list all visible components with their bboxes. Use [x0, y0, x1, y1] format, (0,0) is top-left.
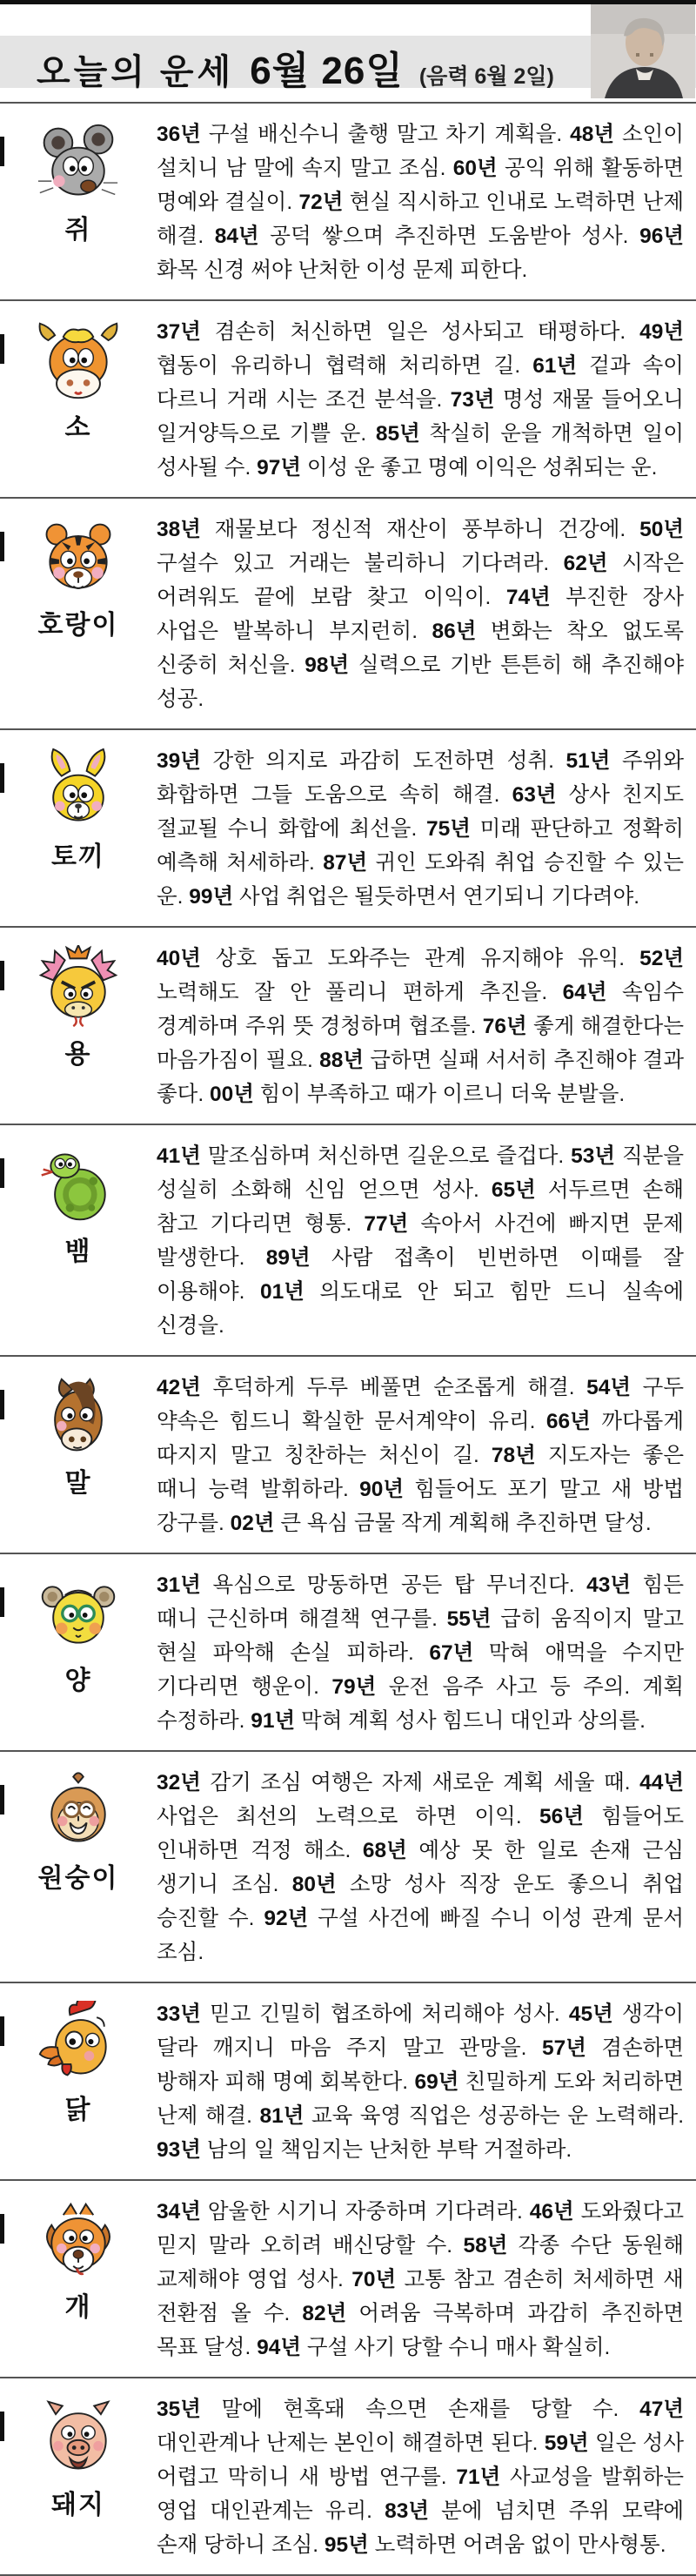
birth-year: 49년: [639, 320, 684, 344]
birth-year: 74년: [505, 586, 551, 609]
zodiac-section: [0, 104, 696, 301]
birth-year: 90년: [359, 1478, 405, 1501]
fortune-text: 38년 재물보다 정신적 재산이 풍부하니 건강에. 50년 구설수 있고 거래는 불리하니 기다려라. 62년 시작은 어려워도 끝에 보람 찾고 이익이. 74년 부진한 장사 사업은 발복하니 부지런히. 86년 변화는 착오 없도록 신중히 처신을. 98년 실력으로 기반 튼튼히 해 추진해야 성공.: [157, 518, 684, 711]
zodiac-section: [0, 1125, 696, 1357]
zodiac-section: [0, 2181, 696, 2378]
birth-year: 73년: [450, 388, 495, 412]
zodiac-id-column: [0, 2392, 157, 2521]
zodiac-label: 소: [64, 413, 92, 442]
zodiac-section: [0, 1554, 696, 1752]
birth-year: 57년: [541, 2036, 586, 2060]
birth-year: 67년: [429, 1641, 474, 1665]
zodiac-section: [0, 301, 696, 499]
zodiac-label: 호랑이: [37, 611, 119, 640]
zodiac-id-column: [0, 1139, 157, 1268]
zodiac-label: 쥐: [64, 216, 92, 245]
birth-year: 40년: [157, 947, 201, 970]
birth-year: 38년: [157, 518, 201, 541]
birth-year: 56년: [539, 1805, 584, 1828]
birth-year: 76년: [482, 1015, 527, 1038]
birth-year: 36년: [157, 123, 201, 146]
birth-year: 89년: [265, 1246, 311, 1270]
birth-year: 79년: [331, 1675, 377, 1699]
birth-year: 71년: [456, 2465, 501, 2489]
fortune-text: 35년 말에 현혹돼 속으면 손재를 당할 수. 47년 대인관계나 난제는 본인이 해결하면 된다. 59년 일은 성사 어렵고 막히니 새 방법 연구를. 71년 사교성을 발휘하는 영업 대인관계는 유리. 83년 분에 넘치면 주위 모략에 손재 당하니 조심. 95년 노력하면 어려움 없이 만사형통.: [157, 2398, 684, 2557]
birth-year: 64년: [562, 981, 607, 1004]
rabbit-icon: [33, 748, 124, 831]
sheep-icon: [33, 1572, 124, 1655]
birth-year: 39년: [157, 749, 201, 773]
zodiac-id-column: [0, 117, 157, 246]
birth-year: 50년: [639, 518, 684, 541]
birth-year: 63년: [512, 783, 557, 807]
fortune-text: 42년 후덕하게 두루 베풀면 순조롭게 해결. 54년 구두 약속은 힘드니 확실한 문서계약이 유리. 66년 까다롭게 따지지 말고 칭찬하는 처신이 길. 78년 지도자는 좋은 때니 능력 발휘하라. 90년 힘들어도 포기 말고 새 방법 강구를. 02년 큰 욕심 금물 작게 계획해 추진하면 달성.: [157, 1376, 684, 1535]
birth-year: 47년: [639, 2398, 684, 2421]
birth-year: 62년: [563, 552, 608, 575]
zodiac-section: [0, 730, 696, 928]
zodiac-section: [0, 928, 696, 1125]
birth-year: 34년: [157, 2200, 201, 2224]
birth-year: 42년: [157, 1376, 201, 1399]
birth-year: 77년: [364, 1212, 409, 1236]
zodiac-id-column: [0, 315, 157, 444]
fortune-text: 36년 구설 배신수니 출행 말고 차기 계획을. 48년 소인이 설치니 남 말에 속지 말고 조심. 60년 공익 위해 활동하면 명예와 결실이. 72년 현실 직시하고 인내로 노력하면 난제 해결. 84년 공덕 쌓으며 추진하면 도움받아 성사. 96년 화목 신경 써야 난처한 이성 문제 피한다.: [157, 123, 684, 282]
birth-year: 78년: [491, 1444, 536, 1467]
birth-year: 95년: [324, 2533, 369, 2557]
birth-year: 58년: [463, 2234, 508, 2257]
birth-year: 72년: [298, 191, 344, 214]
birth-year: 83년: [385, 2499, 429, 2523]
zodiac-section: [0, 1983, 696, 2181]
birth-year: 81년: [259, 2104, 304, 2128]
zodiac-id-column: [0, 2195, 157, 2324]
dog-icon: [33, 2198, 124, 2282]
birth-year: 53년: [571, 1144, 616, 1168]
birth-year: 32년: [157, 1771, 201, 1794]
columnist-photo: [590, 4, 696, 98]
fortune-text: 33년 믿고 긴밀히 협조하에 처리해야 성사. 45년 생각이 달라 깨지니 마음 주지 말고 관망을. 57년 겸손하면 방해자 피해 명예 회복한다. 69년 친밀하게 도와 처리하면 난제 해결. 81년 교육 육영 직업은 성공하는 운 노력해라. 93년 남의 일 책임지는 난처한 부탁 거절하라.: [157, 2002, 685, 2162]
birth-year: 85년: [375, 422, 420, 446]
birth-year: 31년: [157, 1573, 201, 1597]
birth-year: 43년: [586, 1573, 632, 1597]
lunar-date: (음력 6월 2일): [418, 64, 554, 89]
birth-year: 88년: [319, 1049, 365, 1072]
monkey-icon: [33, 1769, 124, 1853]
birth-year: 99년: [189, 885, 234, 909]
fortune-text: 39년 강한 의지로 과감히 도전하면 성취. 51년 주위와 화합하면 그들 도움으로 속히 해결. 63년 상사 친지도 절교될 수니 화합에 최선을. 75년 미래 판단하고 정확히 예측해 처세하라. 87년 귀인 도와줘 취업 승진할 수 있는 운. 99년 사업 취업은 될듯하면서 연기되니 기다려야.: [157, 749, 685, 909]
zodiac-label: 닭: [64, 2096, 92, 2124]
birth-year: 93년: [157, 2138, 201, 2162]
birth-year: 37년: [157, 320, 201, 344]
birth-year: 55년: [446, 1607, 492, 1631]
zodiac-label: 뱀: [64, 1238, 92, 1266]
birth-year: 75년: [425, 817, 471, 841]
zodiac-label: 원숭이: [37, 1864, 119, 1893]
snake-icon: [33, 1143, 124, 1226]
birth-year: 82년: [302, 2302, 347, 2325]
page-title: 오늘의 운세: [37, 52, 235, 91]
birth-year: 68년: [362, 1839, 407, 1862]
birth-year: 70년: [351, 2268, 397, 2291]
birth-year: 44년: [639, 1771, 684, 1794]
zodiac-label: 용: [64, 1040, 92, 1069]
birth-year: 69년: [414, 2070, 459, 2094]
birth-year: 45년: [568, 2002, 613, 2026]
fortune-date: 6월 26일: [250, 50, 404, 92]
zodiac-label: 토끼: [51, 842, 105, 871]
birth-year: 35년: [157, 2398, 201, 2421]
birth-year: 01년: [259, 1280, 304, 1304]
birth-year: 00년: [209, 1083, 254, 1106]
rooster-icon: [33, 2001, 124, 2084]
birth-year: 97년: [257, 456, 302, 480]
zodiac-label: 양: [64, 1667, 92, 1695]
zodiac-label: 개: [64, 2293, 92, 2322]
birth-year: 51년: [566, 749, 611, 773]
zodiac-label: 말: [64, 1469, 92, 1498]
birth-year: 84년: [214, 225, 259, 248]
birth-year: 48년: [570, 123, 615, 146]
tiger-icon: [33, 516, 124, 600]
zodiac-id-column: [0, 1766, 157, 1895]
birth-year: 80년: [291, 1873, 337, 1896]
fortune-text: 37년 겸손히 처신하면 일은 성사되고 태평하다. 49년 협동이 유리하니 협력해 처리하면 길. 61년 겉과 속이 다르니 거래 시는 조건 분석을. 73년 명성 재물 들어오니 일거양득으로 기쁠 운. 85년 착실히 운을 개척하면 일이 성사될 수. 97년 이성 운 좋고 명예 이익은 성취되는 운.: [157, 320, 684, 480]
birth-year: 60년: [452, 157, 498, 180]
zodiac-id-column: [0, 744, 157, 873]
birth-year: 92년: [264, 1907, 309, 1930]
birth-year: 86년: [432, 620, 477, 643]
zodiac-id-column: [0, 1997, 157, 2126]
birth-year: 65년: [491, 1178, 536, 1202]
birth-year: 98년: [304, 654, 350, 677]
birth-year: 91년: [251, 1709, 296, 1733]
rat-icon: [33, 121, 124, 205]
fortune-text: 41년 말조심하며 처신하면 길운으로 즐겁다. 53년 직분을 성실히 소화해 신임 얻으면 성사. 65년 서두르면 손해 참고 기다리면 형통. 77년 속아서 사건에 빠지면 문제 발생한다. 89년 사람 접촉이 빈번하면 이때를 잘 이용해야. 01년 의도대로 안 되고 힘만 드니 실속에 신경을.: [157, 1144, 684, 1338]
fortune-text: 32년 감기 조심 여행은 자제 새로운 계획 세울 때. 44년 사업은 최선의 노력으로 하면 이익. 56년 힘들어도 인내하면 걱정 해소. 68년 예상 못 한 일로 손재 근심 생기니 조심. 80년 소망 성사 직장 운도 좋으니 취업 승진할 수. 92년 구설 사건에 빠질 수니 이성 관계 문서 조심.: [157, 1771, 684, 1964]
birth-year: 87년: [323, 851, 368, 875]
zodiac-id-column: [0, 942, 157, 1070]
horse-icon: [33, 1374, 124, 1458]
zodiac-section: [0, 499, 696, 730]
birth-year: 02년: [230, 1512, 275, 1535]
birth-year: 61년: [532, 354, 578, 378]
zodiac-section: [0, 1752, 696, 1983]
birth-year: 54년: [586, 1376, 632, 1399]
zodiac-label: 돼지: [51, 2491, 105, 2519]
birth-year: 33년: [157, 2002, 201, 2026]
zodiac-id-column: [0, 1568, 157, 1697]
zodiac-section: [0, 1357, 696, 1554]
birth-year: 52년: [639, 947, 684, 970]
dragon-icon: [33, 945, 124, 1029]
birth-year: 41년: [157, 1144, 201, 1168]
zodiac-list: [0, 102, 696, 2576]
zodiac-section: [0, 2378, 696, 2576]
fortune-text: 40년 상호 돕고 도와주는 관계 유지해야 유익. 52년 노력해도 잘 안 풀리니 편하게 추진을. 64년 속임수 경계하며 주위 뜻 경청하며 협조를. 76년 좋게 해결한다는 마음가짐이 필요. 88년 급하면 실패 서서히 추진해야 결과 좋다. 00년 힘이 부족하고 때가 이르니 더욱 분발을.: [157, 947, 684, 1106]
birth-year: 66년: [545, 1410, 591, 1433]
pig-icon: [33, 2396, 124, 2479]
fortune-text: 34년 암울한 시기니 자중하며 기다려라. 46년 도와줬다고 믿지 말라 오히려 배신당할 수. 58년 각종 수단 동원해 교제해야 영업 성사. 70년 고통 참고 겸손히 처세하면 새 전환점 올 수. 82년 어려움 극복하며 과감히 추진하면 목표 달성. 94년 구설 사기 당할 수니 매사 확실히.: [157, 2200, 684, 2359]
birth-year: 46년: [529, 2200, 574, 2224]
masthead: [0, 4, 696, 102]
birth-year: 94년: [257, 2336, 302, 2359]
zodiac-id-column: [0, 513, 157, 641]
birth-year: 96년: [639, 225, 684, 248]
ox-icon: [33, 319, 124, 402]
birth-year: 59년: [544, 2432, 589, 2455]
zodiac-id-column: [0, 1371, 157, 1499]
fortune-text: 31년 욕심으로 망동하면 공든 탑 무너진다. 43년 힘든 때니 근신하며 해결책 연구를. 55년 급히 움직이지 말고 현실 파악해 손실 피하라. 67년 막혀 애먹을 수지만 기다리면 행운이. 79년 운전 음주 사고 등 주의. 계획 수정하라. 91년 막혀 계획 성사 힘드니 대인과 상의를.: [157, 1573, 684, 1733]
